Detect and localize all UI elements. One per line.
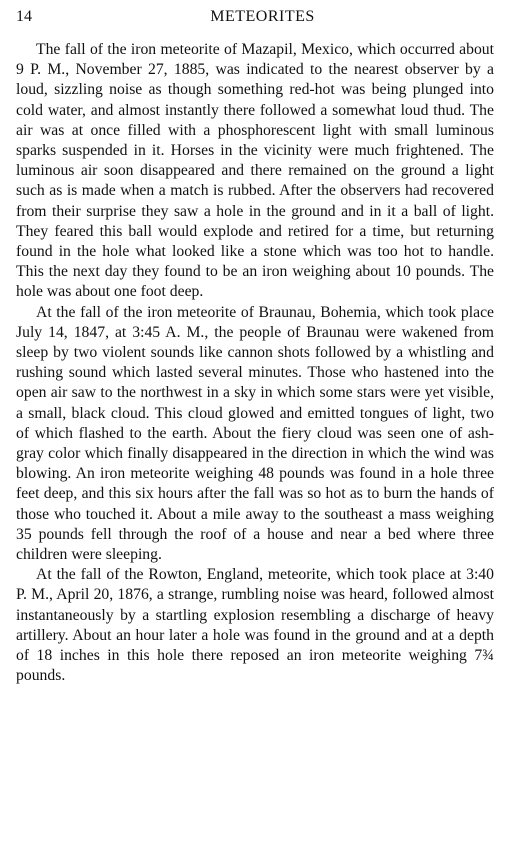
page-header <box>16 8 509 30</box>
paragraph-rowton: At the fall of the Rowton, England, meteorite, which took place at 3:40 P. M., April 20, 1876, a strange, rumbling noise was heard, followed almost instantaneously by a startling explosion resembling a discharge of heavy artillery. About an hour later a hole was found in the ground and at a depth of 18 inches in this hole there reposed an iron meteorite weighing 7¾ pounds. <box>16 566 494 685</box>
paragraph-braunau: At the fall of the iron meteorite of Braunau, Bohemia, which took place July 14, 1847, at 3:45 A. M., the people of Braunau were wakened from sleep by two violent sounds like cannon shots followed by a whistling and rushing sound which lasted several minutes. Those who hastened into the open air saw to the northwest in a sky in which some stars were yet visible, a small, black cloud. This cloud glowed and emitted tongues of light, two of which flashed to the earth. About the fiery cloud was seen one of ash-gray color which finally disappeared in the direction in which the wind was blowing. An iron meteorite weighing 48 pounds was found in a hole three feet deep, and this six hours after the fall was so hot as to burn the hands of those who touched it. About a mile away to the southeast a mass weighing 35 pounds fell through the roof of a house and near a bed where three children were sleeping. <box>16 303 494 564</box>
page-number: 14 <box>16 8 32 25</box>
paragraph-mazapil: The fall of the iron meteorite of Mazapil, Mexico, which occurred about 9 P. M., November 27, 1885, was indicated to the nearest observer by a loud, sizzling noise as though something red-hot was being plunged into cold water, and almost instantly there followed a somewhat loud thud. The air was at once filled with a phosphorescent light with small luminous sparks suspended in it. Horses in the vicinity were much frightened. The luminous air soon disappeared and there remained on the ground a light such as is made when a match is rubbed. After the observers had recovered from their surprise they saw a hole in the ground and in it a ball of light. They feared this ball would explode and retired for a time, but returning found in the hole what looked like a stone which was too hot to handle. This the next day they found to be an iron weighing about 10 pounds. The hole was about one foot deep. <box>16 41 494 301</box>
running-head: METEORITES <box>210 8 315 25</box>
body-text <box>16 40 494 687</box>
